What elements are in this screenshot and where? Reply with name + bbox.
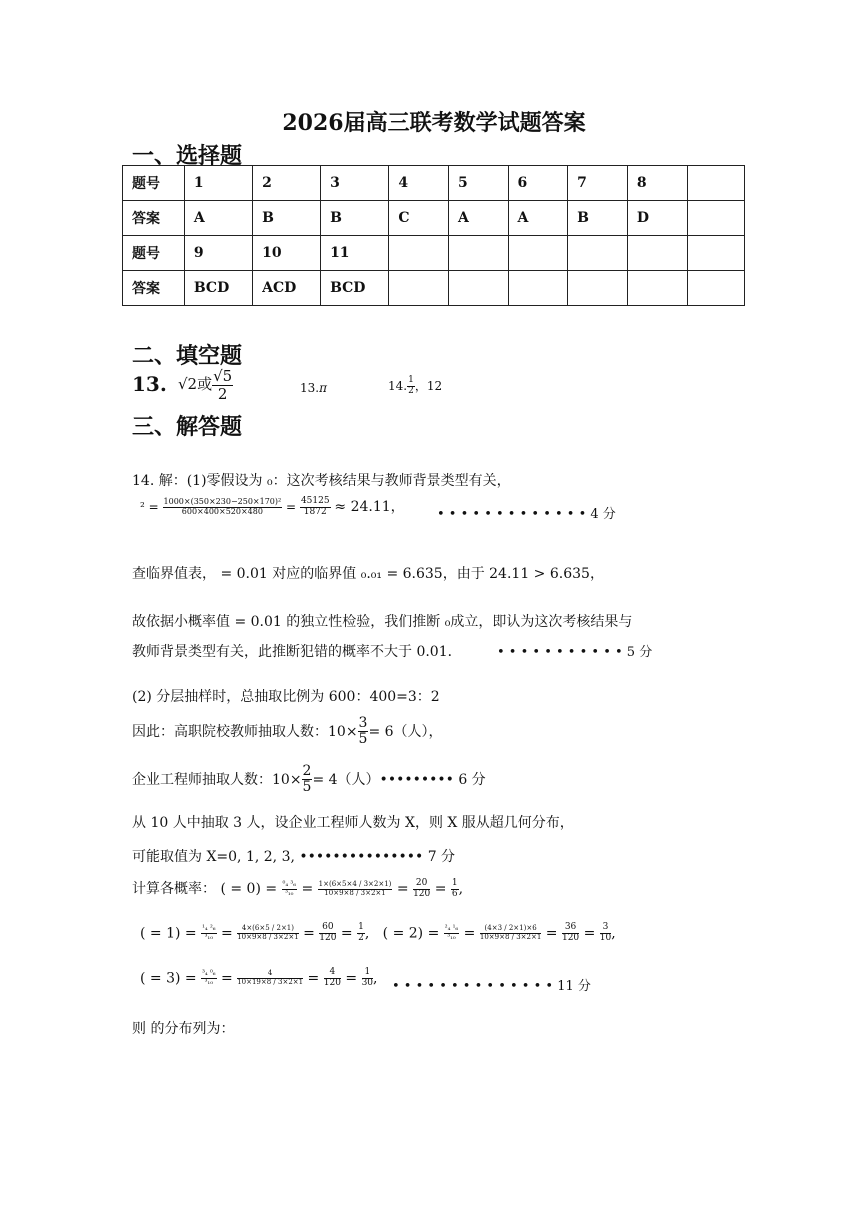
answer-table-cell xyxy=(687,271,744,306)
p3-f1-den: ³₁₀ xyxy=(204,977,214,986)
p1-f2-num: 4×(6×5 / 2×1) xyxy=(237,925,298,934)
answer-table-cell: 6 xyxy=(508,166,568,201)
solution-line1: 14. 解：(1)零假设为 ₀：这次考核结果与教师背景类型有关， xyxy=(132,473,511,489)
chi-square-lhs: ² = xyxy=(140,500,159,514)
p3-f4-den: 30 xyxy=(361,977,374,988)
p2-f3-den: 120 xyxy=(561,932,580,943)
solution-line13: ( = 3) = $\frac{\text{³₄ ⁰₆}}{\text{³₁₀}}$ = $\frac{4}{10\times 19\times 8 / 3\times 2\times 1}$ = $\frac{4}{120}$ = $\frac{1}{30}$ , xyxy=(140,967,378,988)
answer-table-header-cell: 题号 xyxy=(123,236,185,271)
p2-f3-num: 36 xyxy=(562,923,579,934)
p2-frac3 xyxy=(562,923,579,944)
answer-table-row xyxy=(123,166,745,201)
answer-table-cell: 10 xyxy=(253,236,321,271)
answer-table-cell xyxy=(508,271,568,306)
q13-frac-num: √5 xyxy=(213,367,233,385)
p1-f4-num: 1 xyxy=(358,922,364,932)
answer-table-cell: 2 xyxy=(253,166,321,201)
p2-f1-num: ²₄ ¹₆ xyxy=(444,924,459,933)
q14-frac-num: 1 xyxy=(408,375,414,385)
p0-f3-den: 120 xyxy=(413,888,431,899)
section-solution-heading: 三、解答题 xyxy=(132,414,243,440)
chi-result: ≈ 24.11， xyxy=(334,499,405,515)
p2-f2-num: (4×3 / 2×1)×6 xyxy=(480,925,541,934)
p0-frac4 xyxy=(451,879,459,900)
answer-table-cell: 7 xyxy=(568,166,628,201)
answer-table-cell: 8 xyxy=(627,166,687,201)
score-11: • • • • • • • • • • • • • • 11 分 xyxy=(392,979,591,994)
chi-frac2 xyxy=(300,497,331,518)
p3-lhs: ( = 3) = xyxy=(140,970,197,987)
answer-table-cell xyxy=(687,201,744,236)
p3-f4-num: 1 xyxy=(362,968,373,979)
line7-den: 5 xyxy=(358,731,368,748)
solution-line14: 则 的分布列为： xyxy=(132,1021,235,1037)
p0-f4-num: 1 xyxy=(451,877,458,888)
p0-frac3 xyxy=(413,879,430,900)
p1-f3-den: 120 xyxy=(319,932,337,943)
solution-line8 xyxy=(132,764,486,796)
solution-line9: 从 10 人中抽取 3 人，设企业工程师人数为 X，则 X 服从超几何分布， xyxy=(132,815,574,831)
p0-frac1 xyxy=(282,881,297,897)
chi-frac1-den: 600×400×520×480 xyxy=(181,507,263,516)
q13-frac-den: 2 xyxy=(217,384,228,403)
p2-f4-den: 10 xyxy=(599,932,612,943)
solution-line2 xyxy=(140,496,405,518)
p2-frac4 xyxy=(600,923,611,944)
p2-frac2 xyxy=(480,925,541,941)
line7-num: 3 xyxy=(358,715,368,731)
p0-lhs: 计算各概率： ( = 0) = xyxy=(132,881,278,897)
q13-fraction xyxy=(212,368,233,402)
p2-f2-den: 10×9×8 / 3×2×1 xyxy=(479,932,542,941)
answer-table-cell: A xyxy=(448,201,508,236)
page-title: 2026届高三联考数学试题答案 xyxy=(282,110,586,136)
answer-table-cell: ACD xyxy=(253,271,321,306)
score-5: • • • • • • • • • • • 5 分 xyxy=(497,645,653,660)
answer-table-cell: 11 xyxy=(321,236,389,271)
p0-frac2 xyxy=(318,881,393,897)
q13-answer xyxy=(178,368,233,402)
line7-text: 因此：高职院校教师抽取人数：10× xyxy=(132,723,358,740)
answer-table-header-cell: 答案 xyxy=(123,271,185,306)
score-4: • • • • • • • • • • • • • 4 分 xyxy=(437,507,616,522)
answer-table-cell xyxy=(389,271,449,306)
answer-table-cell: C xyxy=(389,201,449,236)
answer-table-cell: BCD xyxy=(184,271,252,306)
answer-table-cell: 5 xyxy=(448,166,508,201)
answer-table-cell: B xyxy=(253,201,321,236)
p3-f2-num: 4 xyxy=(237,970,303,979)
p0-f3-num: 20 xyxy=(413,879,430,890)
answer-table-row xyxy=(123,271,745,306)
chi-frac2-num: 45125 xyxy=(300,496,330,507)
p0-f1-den: ³₁₀ xyxy=(285,888,294,897)
answer-table-cell xyxy=(687,166,744,201)
solution-line3: 查临界值表， = 0.01 对应的临界值 ₀.₀₁ = 6.635，由于 24.11 > 6.635， xyxy=(132,566,604,582)
p2-lhs: ( = 2) = xyxy=(382,925,440,942)
p3-f3-den: 120 xyxy=(323,977,341,988)
p3-f1-num: ³₄ ⁰₆ xyxy=(202,969,216,978)
line8-text: 企业工程师抽取人数：10× xyxy=(132,771,302,788)
answer-table-cell xyxy=(389,236,449,271)
answer-table-cell xyxy=(508,236,568,271)
q14-label: 14. xyxy=(388,378,408,393)
p0-f2-den: 10×9×8 / 3×2×1 xyxy=(324,888,386,897)
q13-label: 13. xyxy=(132,372,167,396)
p3-frac2 xyxy=(237,970,303,986)
answer-table-cell: BCD xyxy=(321,271,389,306)
solution-line4: 故依据小概率值 = 0.01 的独立性检验，我们推断 ₀成立，即认为这次考核结果与 xyxy=(132,614,633,630)
solution-line10: 可能取值为 X=0, 1, 2, 3, ••••••••••••••• 7 分 xyxy=(132,849,456,865)
solution-line11: 计算各概率： ( = 0) = $\frac{\text{⁰₄ ³₆}}{\text{³₁₀}}$ = $\frac{1\times(6\times 5\times 4 / 3\times 2\times 1)}{10\times 9\times 8 / 3\times 2\times 1}$ = $\frac{20}{120}$ = $\frac{1}{6}$ , xyxy=(132,877,464,899)
p1-f2-den: 10×9×8 / 3×2×1 xyxy=(237,932,299,941)
solution-line6: (2) 分层抽样时，总抽取比例为 600：400=3：2 xyxy=(132,689,440,705)
answer-table-cell xyxy=(448,271,508,306)
answer-table-cell: 9 xyxy=(184,236,252,271)
answer-table xyxy=(122,165,745,306)
answer-table-cell: B xyxy=(321,201,389,236)
answer-table-cell xyxy=(627,236,687,271)
p1-frac1 xyxy=(201,925,216,941)
p1-frac4 xyxy=(357,923,365,944)
section-choice-heading: 一、选择题 xyxy=(132,143,243,169)
section-fill-heading: 二、填空题 xyxy=(132,343,243,369)
q13b-value: π xyxy=(319,381,327,395)
chi-eq: = xyxy=(286,500,297,514)
p1-f1-den: ³₁₀ xyxy=(204,932,214,941)
p3-frac1 xyxy=(201,970,216,986)
q14-rest: ，12 xyxy=(414,378,443,393)
answer-table-cell xyxy=(627,271,687,306)
answer-table-cell: 4 xyxy=(389,166,449,201)
q14-frac-den: 2 xyxy=(408,385,414,396)
line8-result: = 4（人）••••••••• 6 分 xyxy=(312,771,486,788)
answer-table-cell: 1 xyxy=(184,166,252,201)
answer-table-cell: A xyxy=(508,201,568,236)
p3-f3-num: 4 xyxy=(324,968,341,979)
p2-f4-num: 3 xyxy=(600,923,611,934)
solution-line7 xyxy=(132,716,443,748)
answer-table-cell: 3 xyxy=(321,166,389,201)
answer-table-row xyxy=(123,236,745,271)
answer-table-cell xyxy=(448,236,508,271)
p0-f2-num: 1×(6×5×4 / 3×2×1) xyxy=(318,879,392,888)
answer-table-cell: D xyxy=(627,201,687,236)
p0-f4-den: 6 xyxy=(451,888,458,899)
p3-frac3 xyxy=(324,968,341,989)
line8-num: 2 xyxy=(302,763,312,779)
answer-table-cell: B xyxy=(568,201,628,236)
chi-frac1-num: 1000×(350×230−250×170)² xyxy=(163,497,282,507)
p2-frac1 xyxy=(444,925,459,941)
line8-den: 5 xyxy=(302,779,312,796)
answer-table-header-cell: 题号 xyxy=(123,166,185,201)
answer-table-cell xyxy=(687,236,744,271)
p0-f1-num: ⁰₄ ³₆ xyxy=(282,879,296,888)
line8-fraction xyxy=(302,764,313,796)
q13b-answer xyxy=(300,381,327,395)
q14-answer xyxy=(388,376,442,397)
p3-frac4 xyxy=(362,968,373,989)
q13b-label: 13. xyxy=(300,381,320,395)
q13-answer-a: √2或 xyxy=(178,375,213,393)
p1-f1-num: ¹₄ ²₆ xyxy=(202,924,216,933)
p3-f2-den: 10×19×8 / 3×2×1 xyxy=(237,977,304,986)
p1-lhs: ( = 1) = xyxy=(140,925,197,942)
chi-frac2-den: 1872 xyxy=(303,507,327,517)
answer-table-header-cell: 答案 xyxy=(123,201,185,236)
answer-table-cell xyxy=(568,236,628,271)
answer-table-cell xyxy=(568,271,628,306)
chi-frac1 xyxy=(163,498,283,517)
p1-f3-num: 60 xyxy=(319,923,336,934)
line7-fraction xyxy=(358,716,369,748)
p1-f4-den: 2 xyxy=(358,932,364,943)
answer-table-row xyxy=(123,201,745,236)
p1-frac2 xyxy=(237,925,298,941)
answer-table-cell: A xyxy=(184,201,252,236)
p1-frac3 xyxy=(319,923,336,944)
q14-fraction xyxy=(407,376,415,397)
solution-line12: ( = 1) = $\frac{\text{¹₄ ²₆}}{\text{³₁₀}}$ = $\frac{4\times(6\times 5 / 2\times 1)}{10\times 9\times 8 / 3\times 2\times 1}$ = $\frac{60}{120}$ = $\frac{1}{2}$ , ( = 2) = $\frac{\text{²₄ ¹₆}}{\text{³₁₀}}$ = $\frac{(4\times 3 / 2\times 1)\times 6}{10\times 9\times 8 / 3\times 2\times 1}$ = $\frac{36}{120}$ = $\frac{3}{10}$ , xyxy=(140,922,616,943)
solution-line5: 教师背景类型有关，此推断犯错的概率不大于 0.01． xyxy=(132,644,462,660)
p2-f1-den: ³₁₀ xyxy=(447,932,456,941)
line7-result: = 6（人）， xyxy=(368,723,443,740)
